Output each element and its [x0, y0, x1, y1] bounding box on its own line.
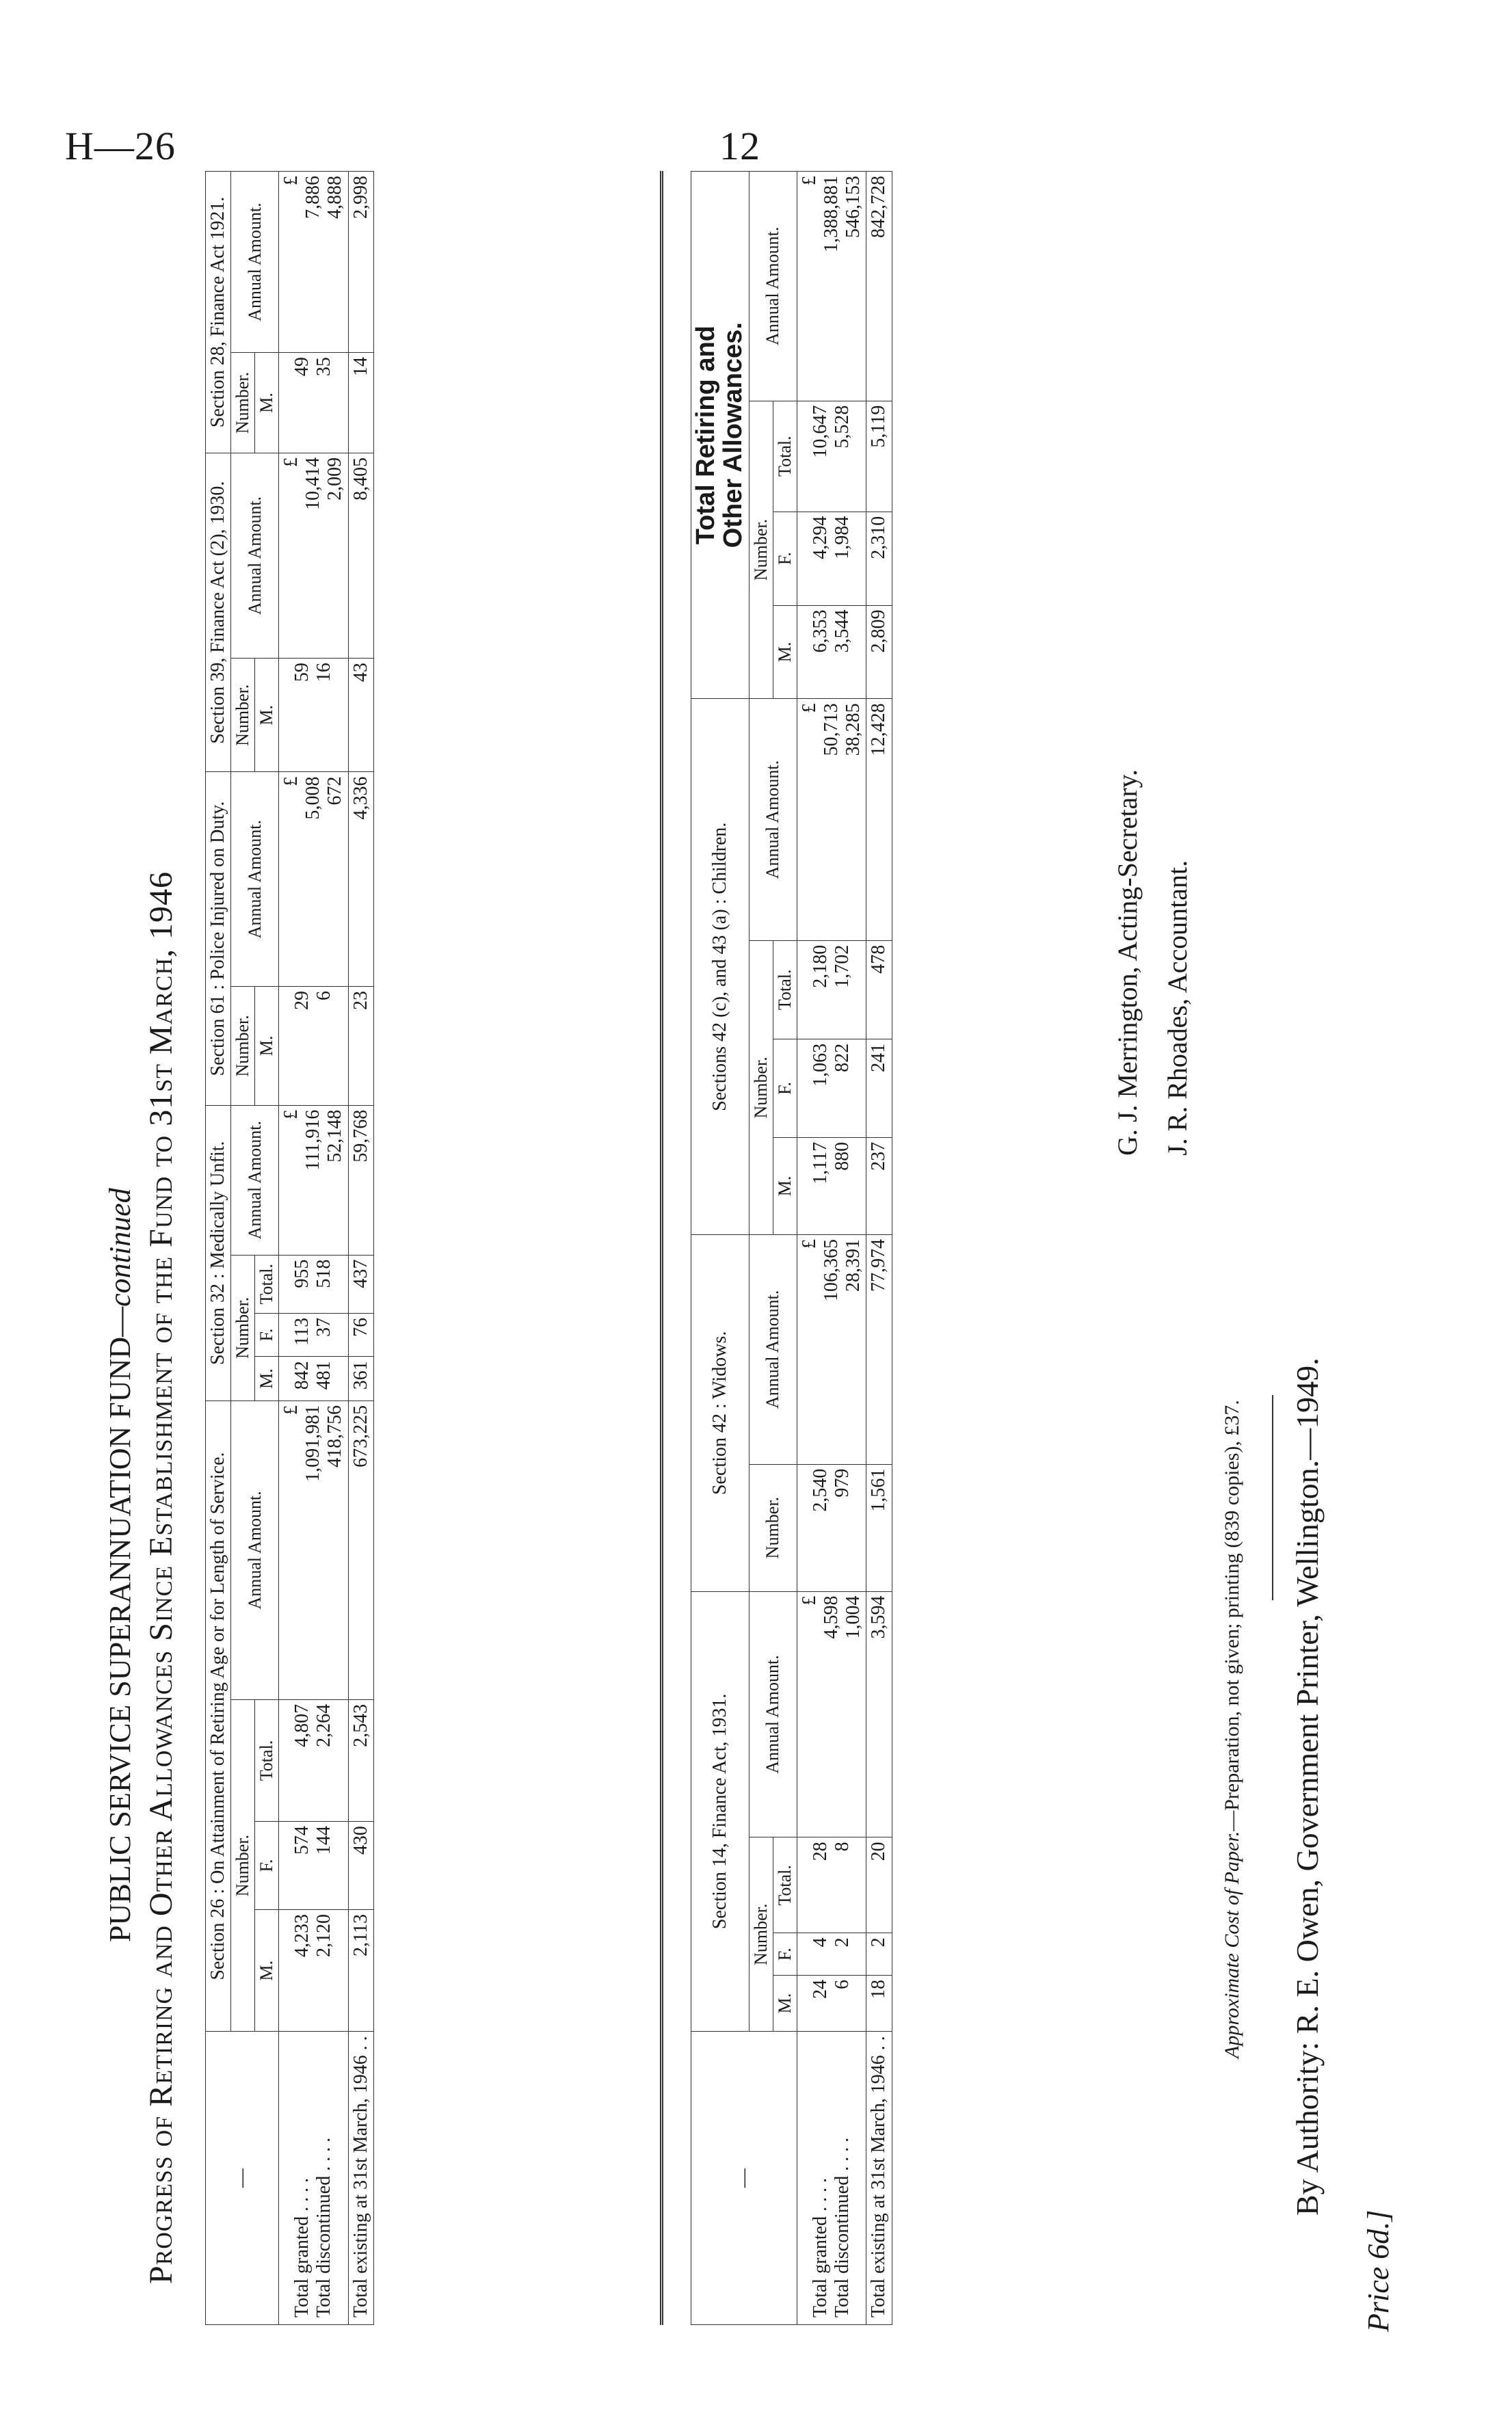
cell: 77,974 — [866, 1235, 892, 1465]
cell: £ 7,886 4,888 — [279, 172, 349, 353]
cell: 20 — [866, 1837, 892, 1933]
approx-cost-text: —Preparation, not given; printing (839 copies), £37. — [1221, 1400, 1243, 1831]
cell: 28 8 — [797, 1837, 866, 1933]
header-annual-amount: Annual Amount. — [231, 172, 279, 353]
page-number: 12 — [719, 124, 760, 168]
header-section-42-widows: Section 42 : Widows. — [691, 1235, 750, 1591]
approx-cost-label: Approximate Cost of Paper. — [1221, 1831, 1243, 2058]
header-m: M. — [255, 1910, 279, 2032]
cell: 2,180 1,702 — [797, 940, 866, 1039]
printer-authority: By Authority: R. E. Owen, Government Printer, Wellington.—1949. — [1290, 1357, 1325, 2216]
cell: 2,310 — [866, 512, 892, 605]
cell: 2,113 — [348, 1910, 373, 2032]
rotated-page-content — [103, 150, 1436, 2352]
leader-dots: . . . . — [810, 2177, 832, 2212]
leader-dots: . . . . — [291, 2177, 313, 2212]
header-total: Total. — [255, 1255, 279, 1313]
cell: 113 37 — [279, 1313, 349, 1356]
cell: 2,543 — [348, 1699, 373, 1821]
cell: 24 6 — [797, 1975, 866, 2031]
cell: 241 — [866, 1039, 892, 1137]
header-m: M. — [255, 353, 279, 453]
table-row — [279, 172, 349, 2325]
header-sections-42-43-children: Sections 42 (c), and 43 (a) : Children. — [691, 699, 750, 1235]
header-number: Number. — [749, 1464, 797, 1591]
header-m: M. — [255, 986, 279, 1105]
header-annual-amount: Annual Amount. — [749, 172, 797, 401]
cell: 955 518 — [279, 1255, 349, 1313]
cell: 430 — [348, 1822, 373, 1910]
cell: 1,063 822 — [797, 1039, 866, 1137]
cell: 5,119 — [866, 401, 892, 512]
header-annual-amount: Annual Amount. — [231, 453, 279, 658]
cell: 237 — [866, 1137, 892, 1234]
signature-accountant: J. R. Rhoades, Accountant. — [1162, 860, 1193, 1156]
leader-dots: . . . . — [313, 2137, 335, 2171]
header-total: Total. — [773, 1837, 797, 1933]
header-section-26: Section 26 : On Attainment of Retiring Age or for Length of Service. — [206, 1401, 231, 2031]
table-header-row — [691, 172, 750, 2325]
table-header-row — [231, 172, 255, 2325]
table-header-row — [749, 172, 773, 2325]
header-f: F. — [773, 1933, 797, 1976]
page-series-code: H—26 — [65, 124, 176, 168]
header-number: Number. — [231, 986, 255, 1105]
cell: 43 — [348, 659, 373, 772]
header-total: Total. — [255, 1699, 279, 1821]
cell: £ 5,008 672 — [279, 772, 349, 987]
cell: £ 111,916 52,148 — [279, 1105, 349, 1255]
cell: 2,540 979 — [797, 1464, 866, 1591]
document-title-main: PUBLIC SERVICE SUPERANNUATION FUND— — [103, 1306, 137, 1942]
table-row — [348, 172, 373, 2325]
allowances-table-1 — [205, 171, 374, 2325]
cell: £ 106,365 28,391 — [797, 1235, 866, 1465]
header-annual-amount: Annual Amount. — [749, 1235, 797, 1465]
row-label-granted-discontinued — [279, 2032, 349, 2325]
cell: 59,768 — [348, 1105, 373, 1255]
cell: 12,428 — [866, 699, 892, 940]
cell: 437 — [348, 1255, 373, 1313]
cell: 842,728 — [866, 172, 892, 401]
header-section-39: Section 39, Finance Act (2), 1930. — [206, 453, 231, 772]
header-section-14: Section 14, Finance Act, 1931. — [691, 1591, 750, 2032]
table-row — [797, 172, 866, 2325]
cell: 2,809 — [866, 605, 892, 699]
header-total: Total. — [773, 940, 797, 1039]
table-title: Progress of Retiring and Other Allowances Since Establishment of the Fund to 31st March, 1946 — [143, 871, 179, 2284]
cell: 574 144 — [279, 1822, 349, 1910]
header-f: F. — [255, 1822, 279, 1910]
header-number: Number. — [231, 1255, 255, 1401]
footer-rule — [1272, 1395, 1273, 1600]
header-number: Number. — [749, 401, 773, 699]
cell: 49 35 — [279, 353, 349, 453]
label-discontinued: Total discontinued — [313, 2175, 335, 2318]
cell: 76 — [348, 1313, 373, 1356]
row-label-existing: Total existing at 31st March, 1946 . . — [348, 2032, 373, 2325]
approximate-cost-note — [1221, 1400, 1244, 2058]
cell: 14 — [348, 353, 373, 453]
header-annual-amount: Annual Amount. — [231, 1401, 279, 1699]
header-total-allowances: Total Retiring and Other Allowances. — [691, 172, 750, 699]
header-m: M. — [773, 1975, 797, 2031]
cell: 59 16 — [279, 659, 349, 772]
header-f: F. — [773, 512, 797, 605]
cell: 8,405 — [348, 453, 373, 658]
cell: £ 50,713 38,285 — [797, 699, 866, 940]
cell: 4,233 2,120 — [279, 1910, 349, 2032]
cell: £ 1,388,881 546,153 — [797, 172, 866, 401]
cell: 10,647 5,528 — [797, 401, 866, 512]
header-m: M. — [773, 1137, 797, 1234]
header-number: Number. — [231, 353, 255, 453]
cell: 478 — [866, 940, 892, 1039]
document-title-suffix: continued — [103, 1188, 137, 1307]
header-annual-amount: Annual Amount. — [231, 1105, 279, 1255]
cell: 1,117 880 — [797, 1137, 866, 1234]
cell: 29 6 — [279, 986, 349, 1105]
cell: 2 — [866, 1933, 892, 1976]
cell: £ 1,091,981 418,756 — [279, 1401, 349, 1699]
header-f: F. — [255, 1313, 279, 1356]
row-label-existing: Total existing at 31st March, 1946 . . — [866, 2032, 892, 2325]
row-label-granted-discontinued — [797, 2032, 866, 2325]
cell: 4,336 — [348, 772, 373, 987]
cell: 3,594 — [866, 1591, 892, 1837]
label-column-header: — — [206, 2032, 279, 2325]
header-annual-amount: Annual Amount. — [749, 699, 797, 940]
header-m: M. — [255, 659, 279, 772]
signature-secretary: G. J. Merrington, Acting-Secretary. — [1112, 769, 1143, 1156]
label-column-header: — — [691, 2032, 797, 2325]
header-number: Number. — [749, 1837, 773, 2032]
cell: 361 — [348, 1357, 373, 1401]
header-section-61: Section 61 : Police Injured on Duty. — [206, 772, 231, 1105]
header-m: M. — [255, 1357, 279, 1401]
header-annual-amount: Annual Amount. — [749, 1591, 797, 1837]
table-header-row — [206, 172, 231, 2325]
header-number: Number. — [231, 1699, 255, 2031]
table-row — [866, 172, 892, 2325]
cell: 2,998 — [348, 172, 373, 353]
cell: £ 4,598 1,004 — [797, 1591, 866, 1837]
header-total: Total. — [773, 401, 797, 512]
price-note: Price 6d.] — [1362, 2209, 1395, 2332]
document-title — [103, 1188, 137, 1942]
leader-dots: . . . . — [832, 2137, 853, 2171]
cell: 6,353 3,544 — [797, 605, 866, 699]
allowances-table-2 — [691, 171, 892, 2325]
label-discontinued: Total discontinued — [832, 2175, 853, 2318]
cell: 1,561 — [866, 1464, 892, 1591]
label-granted: Total granted — [810, 2216, 832, 2318]
table-divider — [660, 171, 663, 2325]
cell: 4 2 — [797, 1933, 866, 1976]
header-section-32: Section 32 : Medically Unfit. — [206, 1105, 231, 1401]
header-m: M. — [773, 605, 797, 699]
header-number: Number. — [749, 940, 773, 1234]
cell: 842 481 — [279, 1357, 349, 1401]
cell: 4,807 2,264 — [279, 1699, 349, 1821]
label-granted: Total granted — [291, 2216, 313, 2318]
header-f: F. — [773, 1039, 797, 1137]
cell: 4,294 1,984 — [797, 512, 866, 605]
header-number: Number. — [231, 659, 255, 772]
cell: £ 10,414 2,009 — [279, 453, 349, 658]
header-section-28: Section 28, Finance Act 1921. — [206, 172, 231, 453]
cell: 673,225 — [348, 1401, 373, 1699]
cell: 23 — [348, 986, 373, 1105]
cell: 18 — [866, 1975, 892, 2031]
header-annual-amount: Annual Amount. — [231, 772, 279, 987]
